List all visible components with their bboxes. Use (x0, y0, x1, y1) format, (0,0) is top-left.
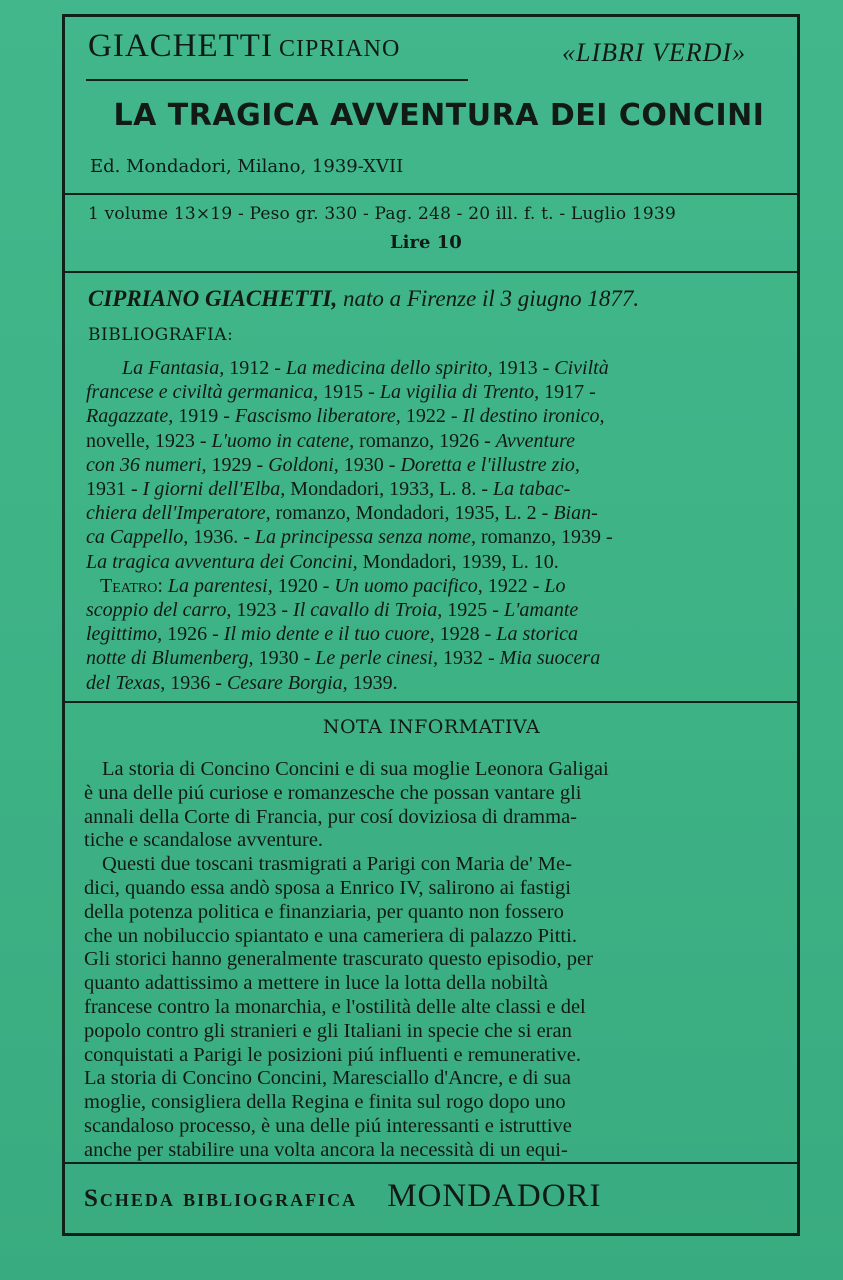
nota-line: scandaloso processo, è una delle piú interessanti e istruttive (84, 1114, 572, 1137)
theatre-line: Teatro: La parentesi, 1920 - Un uomo pacifico, 1922 - Lo (100, 574, 566, 597)
author-surname: GIACHETTI (88, 28, 273, 64)
nota-line: della potenza politica e finanziaria, per quanto non fossero (84, 900, 564, 923)
nota-line: che un nobiluccio spiantato e una cameriera di palazzo Pitti. (84, 924, 577, 947)
nota-line: popolo contro gli stranieri e gli Italiani in specie che si eran (84, 1019, 572, 1042)
series-name: «LIBRI VERDI» (562, 38, 747, 67)
biblio-line: Ragazzate, 1919 - Fascismo liberatore, 1922 - Il destino ironico, (86, 405, 605, 428)
nota-line: è una delle piú curiose e romanzesche che possan vantare gli (84, 781, 582, 804)
biblio-line: ca Cappello, 1936. - La principessa senza nome, romanzo, 1939 - (86, 526, 613, 549)
nota-line: Questi due toscani trasmigrati a Parigi con Maria de' Me- (102, 853, 572, 876)
edition-info: Ed. Mondadori, Milano, 1939-XVII (90, 156, 404, 177)
theatre-line: notte di Blumenberg, 1930 - Le perle cinesi, 1932 - Mia suocera (86, 647, 601, 670)
theatre-line: scoppio del carro, 1923 - Il cavallo di Troia, 1925 - L'amante (86, 599, 579, 622)
book-price: Lire 10 (390, 232, 462, 253)
divider-3 (62, 701, 800, 703)
footer-label: Scheda bibliografica (84, 1185, 358, 1212)
author-name (88, 28, 400, 65)
biblio-line: chiera dell'Imperatore, romanzo, Mondadori, 1935, L. 2 - Bian- (86, 502, 598, 525)
nota-line: La storia di Concino Concini e di sua moglie Leonora Galigai (102, 758, 609, 780)
bibliography-list (86, 356, 784, 695)
divider-1 (62, 193, 800, 195)
nota-line: moglie, consigliera della Regina e finita sul rogo dopo uno (84, 1091, 566, 1114)
nota-line: annali della Corte di Francia, pur cosí doviziosa di dramma- (84, 805, 577, 828)
nota-line: quanto adattissimo a mettere in luce la lotta della nobiltà (84, 972, 548, 995)
nota-line: tiche e scandalose avventure. (84, 829, 324, 852)
book-specs: 1 volume 13×19 - Peso gr. 330 - Pag. 248 - 20 ill. f. t. - Luglio 1939 (88, 204, 676, 224)
nota-heading: NOTA INFORMATIVA (322, 716, 541, 738)
divider-2 (62, 271, 800, 273)
theatre-line: legittimo, 1926 - Il mio dente e il tuo cuore, 1928 - La storica (86, 623, 579, 646)
footer (84, 1178, 602, 1215)
biblio-line: La tragica avventura dei Concini, Mondadori, 1939, L. 10. (86, 550, 559, 573)
biblio-line: con 36 numeri, 1929 - Goldoni, 1930 - Doretta e l'illustre zio, (86, 453, 580, 476)
nota-line: conquistati a Parigi le posizioni piú influenti e remunerative. (84, 1043, 581, 1066)
bibliography-heading: BIBLIOGRAFIA: (88, 325, 234, 345)
book-title: LA TRAGICA AVVENTURA DEI CONCINI (113, 98, 765, 133)
nota-line: francese contro la monarchia, e l'ostilità delle alte classi e del (84, 995, 586, 1018)
nota-line: dici, quando essa andò sposa a Enrico IV, salirono ai fastigi (84, 876, 571, 899)
nota-line: Gli storici hanno generalmente trascurato questo episodio, per (84, 948, 593, 971)
biblio-line: 1931 - I giorni dell'Elba, Mondadori, 1933, L. 8. - La tabac- (86, 478, 571, 501)
author-underline (86, 79, 468, 81)
biblio-line: La Fantasia, 1912 - La medicina dello spirito, 1913 - Civiltà (122, 357, 609, 379)
footer-publisher: MONDADORI (387, 1178, 602, 1214)
bio-name: CIPRIANO GIACHETTI, (88, 286, 338, 311)
theatre-line: del Texas, 1936 - Cesare Borgia, 1939. (86, 671, 398, 694)
theatre-label: Teatro: (100, 574, 163, 597)
author-first-name: CIPRIANO (278, 36, 401, 62)
nota-body (84, 758, 784, 1163)
bio-birth: nato a Firenze il 3 giugno 1877. (342, 286, 640, 311)
nota-line: La storia di Concino Concini, Maresciallo d'Ancre, e di sua (84, 1067, 572, 1090)
biblio-line: novelle, 1923 - L'uomo in catene, romanzo, 1926 - Avventure (86, 429, 575, 452)
divider-4 (62, 1162, 800, 1164)
nota-line: anche per stabilire una volta ancora la necessità di un equi- (84, 1138, 568, 1161)
author-bio (88, 286, 639, 312)
biblio-line: francese e civiltà germanica, 1915 - La vigilia di Trento, 1917 - (86, 381, 596, 404)
